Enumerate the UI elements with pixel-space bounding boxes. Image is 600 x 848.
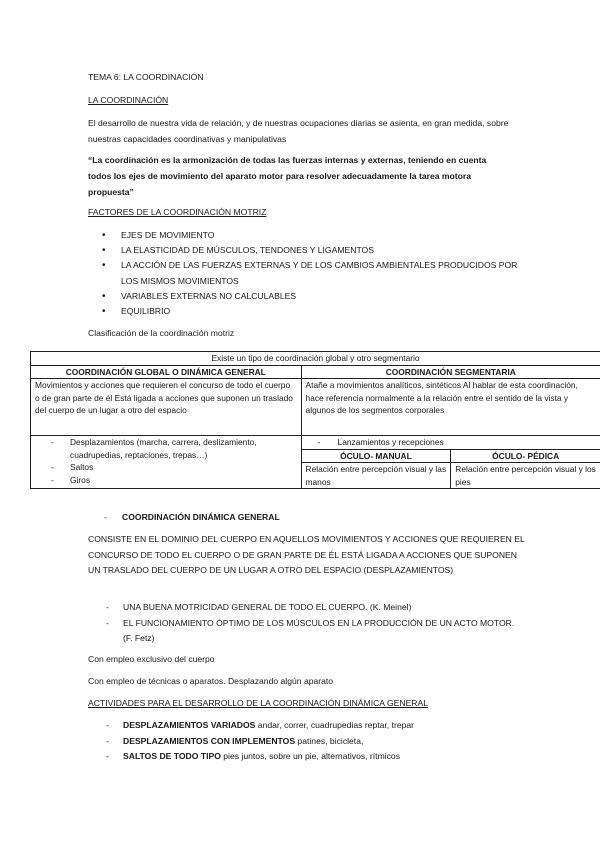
list-item: • EJES DE MOVIMIENTO: [88, 228, 518, 243]
classification-label: Clasificación de la coordinación motriz: [88, 328, 235, 338]
oculo-pedica-header: ÓCULO- PÉDICA: [451, 449, 600, 463]
section-heading-coordinacion: LA COORDINACIÓN: [88, 95, 169, 105]
definition-quote: “La coordinación es la armonización de todas las fuerzas internas y externas, teniendo en cuenta todos los ejes de movimiento del aparato motor para resolver adecuadamente la tarea motora propuesta”: [88, 155, 487, 197]
segmentaria-example-cell: [301, 436, 600, 450]
list-item: • LA ELASTICIDAD DE MÚSCULOS, TENDONES Y LIGAMENTOS: [88, 243, 518, 258]
global-header: COORDINACIÓN GLOBAL O DINÁMICA GENERAL: [31, 365, 302, 379]
line-exclusive: Con empleo exclusivo del cuerpo: [88, 654, 215, 664]
list-item: • EQUILIBRIO: [88, 304, 518, 319]
cdg-paragraph: CONSISTE EN EL DOMINIO DEL CUERPO EN AQUELLOS MOVIMIENTOS Y ACCIONES QUE REQUIEREN EL CONCURSO DE TODO EL CUERPO O DE GRAN PARTE DE ÉL ESTÁ LIGADA A ACCIONES QUE SUPONEN UN TRASLADO DEL CUERPO DE UN LUGAR A OTRO DEL ESPACIO (DESPLAZAMIENTOS): [88, 534, 525, 576]
cdg-heading: COORDINACIÓN DINÁMICA GENERAL: [122, 512, 280, 522]
list-item: - Desplazamientos (marcha, carrera, deslizamiento, cuadrupedias, reptaciones, trepas…): [53, 436, 297, 461]
activity-label: DESPLAZAMIENTOS VARIADOS: [123, 720, 256, 730]
activity-label: DESPLAZAMIENTOS CON IMPLEMENTOS: [123, 735, 296, 746]
table-caption: Existe un tipo de coordinación global y otro segmentario: [31, 352, 600, 366]
intro-paragraph: El desarrollo de nuestra vida de relación, y de nuestras ocupaciones diarias se asienta, en gran medida, sobre nuestras capacidades coordinativas y manipulativas: [88, 118, 509, 144]
line-tecnicas: Con empleo de técnicas o aparatos. Desplazando algún aparato: [88, 676, 334, 686]
activity-detail: pies juntos, sobre un pie, alternativos, rítmicos: [220, 751, 401, 761]
activities-list: [104, 718, 544, 765]
list-item: - UNA BUENA MOTRICIDAD GENERAL DE TODO EL CUERPO. (K. Meinel): [104, 600, 524, 616]
oculo-manual-description: Relación entre percepción visual y las manos: [301, 463, 451, 489]
list-item: - Lanzamientos y recepciones: [320, 436, 596, 449]
oculo-pedica-description: Relación entre percepción visual y los pies: [451, 463, 600, 489]
global-description: Movimientos y acciones que requieren el concurso de todo el cuerpo o de gran parte de él Está ligada a acciones que suponen un traslado del cuerpo de un lugar a otro del espacio: [31, 379, 302, 436]
oculo-manual-header: ÓCULO- MANUAL: [301, 449, 451, 463]
activity-detail: patines, bicicleta,: [295, 735, 364, 746]
list-item: [104, 749, 544, 765]
list-item: [104, 734, 544, 750]
activities-heading: ACTIVIDADES PARA EL DESARROLLO DE LA COORDINACIÓN DINÁMICA GENERAL: [88, 698, 429, 708]
activity-label: SALTOS DE TODO TIPO: [123, 751, 221, 761]
segmentaria-description: Atañe a movimientos analíticos, sintéticos Al hablar de esta coordinación, hace referencia normalmente a la relación entre el sentido de la vista y algunos de los segmentos corporales: [301, 379, 600, 436]
factors-list: [88, 228, 518, 319]
list-item: - Saltos: [53, 461, 297, 474]
tema-title: TEMA 6: LA COORDINACIÓN: [88, 72, 204, 82]
global-examples-cell: [31, 436, 302, 489]
list-item: [104, 718, 544, 734]
factors-heading: FACTORES DE LA COORDINACIÓN MOTRIZ: [88, 207, 267, 217]
segmentaria-header: COORDINACIÓN SEGMENTARIA: [301, 365, 600, 379]
list-item: • LA ACCIÓN DE LAS FUERZAS EXTERNAS Y DE LOS CAMBIOS AMBIENTALES PRODUCIDOS POR LOS MISMOS MOVIMIENTOS: [88, 258, 518, 288]
cdg-points-list: [104, 600, 524, 647]
list-item: • VARIABLES EXTERNAS NO CALCULABLES: [88, 289, 518, 304]
list-item: - EL FUNCIONAMIENTO ÓPTIMO DE LOS MÚSCULOS EN LA PRODUCCIÓN DE UN ACTO MOTOR. (F. Fetz): [104, 616, 524, 647]
cdg-dash: -: [104, 512, 107, 522]
list-item: - Giros: [53, 474, 297, 487]
activity-detail: andar, correr, cuadrupedias reptar, trepar: [255, 720, 415, 730]
classification-table: [30, 351, 600, 489]
